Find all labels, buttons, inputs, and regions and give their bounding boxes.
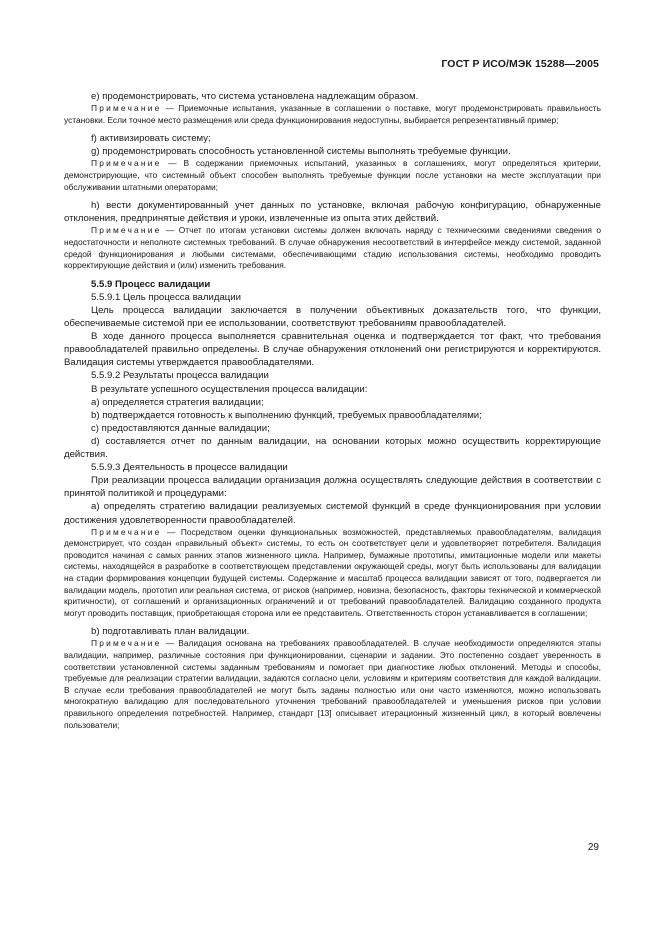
body-paragraph: с) предоставляются данные валидации;: [91, 422, 270, 434]
body-paragraph: b) подготавливать план валидации.: [91, 626, 250, 638]
note-paragraph: [64, 158, 601, 193]
note-paragraph: [64, 103, 601, 126]
note-label: Примечание: [91, 638, 162, 649]
section-heading: 5.5.9 Процесс валидации: [91, 278, 211, 290]
page-number: 29: [587, 842, 599, 853]
body-paragraph: f) активизировать систему;: [91, 133, 211, 145]
body-paragraph: а) определять стратегию валидации реализуемых системой функций в среде функционирования при условии достижения удовлетворенности правообладателей.: [64, 501, 601, 526]
note-label: Примечание: [91, 225, 162, 236]
body-paragraph: В ходе данного процесса выполняется сравнительная оценка и подтверждается тот факт, что требования правообладателей правильно определены. В случае обнаружения отклонений они регистрируются и корректируются. Валидация системы утверждается правообладателями.: [64, 331, 601, 369]
note-text: — В содержании приемочных испытаний, указанных в соглашениях, могут определяться критерии, демонстрирующие, что системный объект способен выполнять требуемые функции после установки на месте эксплуатации при обслуживании штатными операторами;: [64, 158, 601, 192]
body-paragraph: 5.5.9.1 Цель процесса валидации: [91, 291, 241, 303]
note-paragraph: [64, 225, 601, 271]
body-paragraph: g) продемонстрировать способность установленной системы выполнять требуемые функции.: [91, 146, 511, 158]
body-paragraph: При реализации процесса валидации организация должна осуществлять следующие действия в соответствии с принятой политикой и процедурами:: [64, 475, 601, 500]
body-paragraph: b) подтверждается готовность к выполнению функций, требуемых правообладателями;: [91, 409, 482, 421]
note-text: — Посредством оценки функциональных возможностей, представляемых правообладателям, валидация демонстрирует, что создан «правильный объект» системы, то есть он соответствует цели и удовлетворяет потребителя. Валидация проводится начиная с самых ранних этапов жизненного цикла. Например, бумажные прототипы, имитационные модели или макеты системы, находящейся в разработке в соответствующем представлении окружающей среды, могут быть использованы для валидации на стадии формирования концепции будущей системы. Содержание и масштаб процесса валидации зависят от того, подвергается ли валидации модель, прототип или реальная система, от рисков (например, новизна, безопасность, факторы технической и коммерческой критичности), от соглашений и организационных ограничений и от требований правообладателей. Валидацию созданного продукта могут проводить поставщик, приобретающая сторона или ее представитель. Ответственность сторон устанавливается в соглашении;: [64, 526, 601, 618]
body-paragraph: е) продемонстрировать, что система установлена надлежащим образом.: [91, 91, 419, 102]
body-paragraph: d) составляется отчет по данным валидации, на основании которых можно осуществить корректирующие действия.: [64, 435, 601, 461]
note-paragraph: [64, 638, 601, 731]
note-label: Примечание: [91, 526, 162, 537]
page-content: [64, 90, 601, 731]
note-text: — Валидация основана на требованиях правообладателей. В случае необходимости определяются этапы валидации, например, различные состояния при функционировании, сценарии и задании. Это постепенно создает уверенность в соответствии установленной системы заданным требованиям и помогает при диагностике любых отклонений. Методы и способы, требуемые для реализации стратегии валидации, задаются согласно цели, условиям и критериям соответствия для каждой валидации. В случае если требования правообладателей не могут быть заданы полностью или они часто изменяются, можно использовать многократную валидацию для последовательного уточнения требований правообладателей и уменьшения рисков при условии правильного определения потребностей. Например, стандарт [13] описывает итерационный жизненный цикл, в который вовлечены пользователи;: [64, 638, 601, 730]
note-paragraph: [64, 527, 601, 620]
note-label: Примечание: [91, 103, 162, 114]
standard-header: ГОСТ Р ИСО/МЭК 15288—2005: [441, 58, 599, 70]
note-text: — Приемочные испытания, указанные в соглашении о поставке, могут продемонстрировать правильность установки. Если точное место размещения или среда функционирования недоступны, выбирается репрезентативный пример;: [64, 103, 601, 125]
body-paragraph: 5.5.9.3 Деятельность в процессе валидации: [91, 462, 288, 474]
body-paragraph: h) вести документированный учет данных по установке, включая рабочую конфигурацию, обнаруженные отклонения, предпринятые действия и уроки, извлеченные из опыта этих действий.: [64, 200, 601, 225]
note-text: — Отчет по итогам установки системы должен включать наряду с техническими сведениями сведения о недостаточности и неполноте системных требований. В случае обнаружения несоответствий в интерфейсе между системой, заданной средой функционирования и любыми системами, обеспечивающими стадию использования системы, необходимо проводить корректирующие действия и (или) изменить требования.: [64, 225, 601, 271]
body-paragraph: В результате успешного осуществления процесса валидации:: [91, 383, 368, 395]
body-paragraph: 5.5.9.2 Результаты процесса валидации: [91, 370, 269, 382]
body-paragraph: Цель процесса валидации заключается в получении объективных доказательств того, что функции, обеспечиваемые системой при ее использовании, соответствуют требованиям правообладателей.: [64, 305, 601, 330]
note-label: Примечание: [91, 158, 162, 169]
body-paragraph: а) определяется стратегия валидации;: [91, 396, 264, 408]
